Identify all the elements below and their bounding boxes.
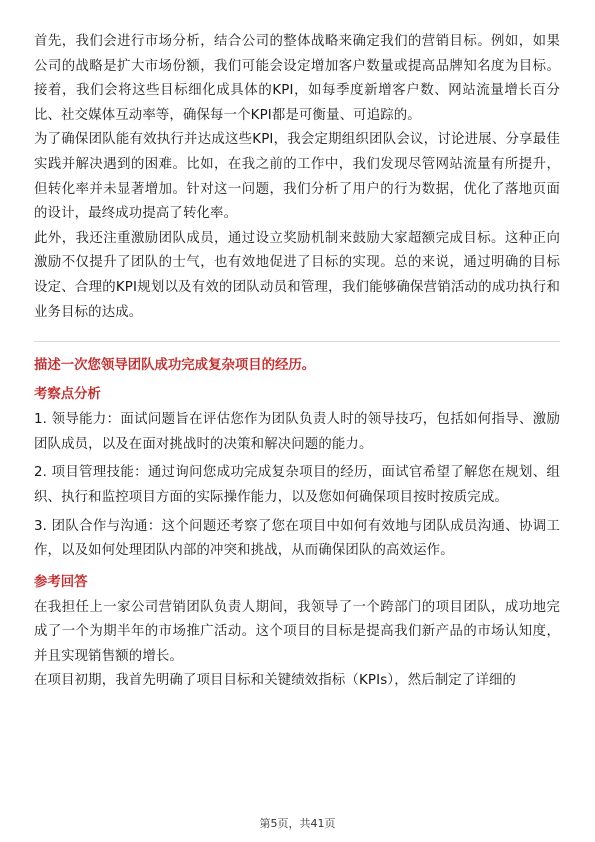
analysis-list [34,408,560,564]
analysis-item: 2. 项目管理技能：通过询问您成功完成复杂项目的经历，面试官希望了解您在规划、组织、执行和监控项目方面的实际操作能力，以及您如何确保项目按时按质完成。 [34,465,560,505]
section-divider [34,341,560,342]
intro-paragraph: 为了确保团队能有效执行并达成这些KPI，我会定期组织团队会议，讨论进展、分享最佳实践并解决遇到的困难。比如，在我之前的工作中，我们发现尽管网站流量有所提升，但转化率并未显著增加。针对这一问题，我们分析了用户的行为数据，优化了落地页面的设计，最终成功提高了转化率。 [34,132,560,222]
analysis-heading: 考察点分析 [34,387,101,403]
question-title: 描述一次您领导团队成功完成复杂项目的经历。 [34,358,316,374]
reference-answer-heading: 参考回答 [34,574,88,590]
intro-paragraph: 首先，我们会进行市场分析，结合公司的整体战略来确定我们的营销目标。例如，如果公司的战略是扩大市场份额，我们可能会设定增加客户数量或提高品牌知名度为目标。接着，我们会将这些目标细化成具体的KPI，如每季度新增客户数、网站流量增长百分比、社交媒体互动率等，确保每一个KPI都是可衡量、可追踪的。 [34,34,560,123]
reference-paragraph: 在我担任上一家公司营销团队负责人期间，我领导了一个跨部门的项目团队，成功地完成了一个为期半年的市场推广活动。这个项目的目标是提高我们新产品的市场认知度，并且实现销售额的增长。 [34,599,560,664]
intro-paragraph: 此外，我还注重激励团队成员，通过设立奖励机制来鼓励大家超额完成目标。这种正向激励不仅提升了团队的士气，也有效地促进了目标的实现。总的来说，通过明确的目标设定、合理的KPI规划以及有效的团队动员和管理，我们能够确保营销活动的成功执行和业务目标的达成。 [34,230,560,320]
document-page [34,30,560,694]
analysis-item: 1. 领导能力：面试问题旨在评估您作为团队负责人时的领导技巧，包括如何指导、激励团队成员，以及在面对挑战时的决策和解决问题的能力。 [34,412,560,452]
reference-paragraph: 在项目初期，我首先明确了项目目标和关键绩效指标（KPIs），然后制定了详细的 [34,673,517,689]
analysis-item: 3. 团队合作与沟通：这个问题还考察了您在项目中如何有效地与团队成员沟通、协调工作，以及如何处理团队内部的冲突和挑战，从而确保团队的高效运作。 [34,518,560,559]
page-number-footer: 第5页，共41页 [259,817,336,830]
